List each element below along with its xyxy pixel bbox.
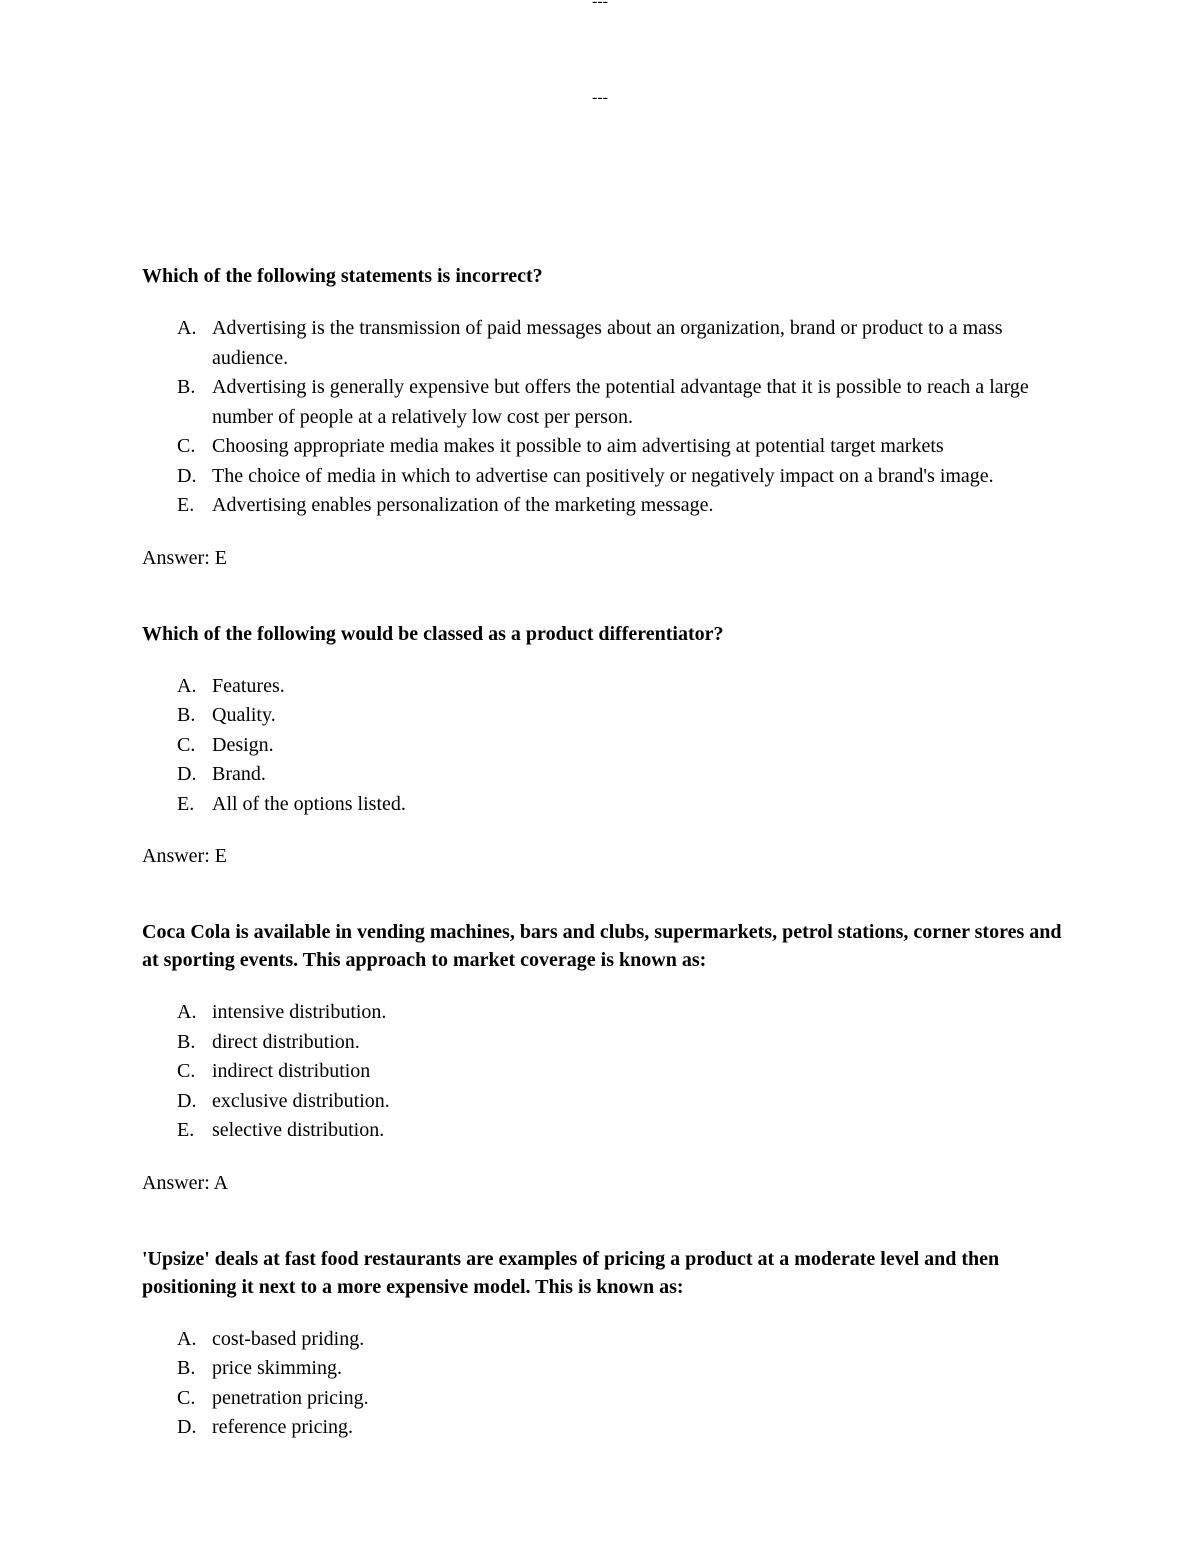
option-text: Advertising enables personalization of the marketing message. (212, 494, 714, 516)
option-item (142, 672, 1062, 702)
answer-text: Answer: E (142, 845, 227, 867)
question-block (142, 262, 1062, 572)
option-text: Quality. (212, 704, 276, 726)
option-letter: C. (177, 1060, 196, 1082)
option-text: Design. (212, 733, 274, 756)
question-text: Which of the following would be classed as a product differentiator? (142, 622, 724, 645)
option-text: All of the options listed. (212, 792, 406, 815)
question-text: Coca Cola is available in vending machines, bars and clubs, supermarkets, petrol stations, corner stores and at sporting events. This approach to market coverage is known as: (142, 921, 1062, 971)
option-letter: C. (177, 435, 196, 457)
option-text: selective distribution. (212, 1119, 385, 1141)
option-letter: C. (177, 1386, 196, 1409)
option-letter: B. (177, 704, 196, 726)
answer-text: Answer: E (142, 546, 227, 569)
option-letter: A. (177, 674, 197, 697)
option-item (142, 1028, 1062, 1058)
option-item (142, 1087, 1062, 1117)
options-list (142, 1325, 1062, 1443)
option-text: indirect distribution (212, 1060, 371, 1082)
option-item (142, 1057, 1062, 1087)
option-letter: D. (177, 464, 197, 487)
option-letter: A. (177, 1327, 197, 1350)
option-text: price skimming. (212, 1357, 342, 1379)
option-letter: E. (177, 494, 195, 516)
option-text: reference pricing. (212, 1416, 354, 1438)
option-item (142, 1384, 1062, 1414)
option-item (142, 701, 1062, 731)
option-letter: B. (177, 1357, 196, 1379)
option-item (142, 432, 1062, 462)
option-item (142, 790, 1062, 820)
answer-text: Answer: A (142, 1171, 229, 1194)
options-list (142, 672, 1062, 820)
option-letter: A. (177, 317, 197, 339)
option-text: direct distribution. (212, 1030, 360, 1053)
question-block (142, 918, 1062, 1197)
option-text: Advertising is generally expensive but offers the potential advantage that it is possible to reach a large number of people at a relatively low cost per person. (212, 376, 1029, 428)
option-letter: C. (177, 733, 196, 756)
question-block (142, 1245, 1062, 1443)
question-block (142, 620, 1062, 871)
header-mark-second: --- (592, 89, 608, 106)
option-letter: B. (177, 376, 196, 398)
option-item (142, 760, 1062, 790)
option-letter: A. (177, 1001, 197, 1023)
option-letter: D. (177, 763, 197, 785)
option-item (142, 462, 1062, 492)
option-text: Choosing appropriate media makes it possible to aim advertising at potential target markets (212, 435, 944, 457)
option-text: Advertising is the transmission of paid messages about an organization, brand or product to a mass audience. (212, 317, 1003, 369)
option-text: penetration pricing. (212, 1386, 369, 1409)
header-mark: --- (592, 0, 608, 10)
option-item (142, 1325, 1062, 1355)
question-list (142, 262, 1062, 1443)
option-text: intensive distribution. (212, 1001, 387, 1023)
option-text: exclusive distribution. (212, 1089, 390, 1112)
option-item (142, 998, 1062, 1028)
option-text: Features. (212, 674, 285, 697)
option-item (142, 1354, 1062, 1384)
option-item (142, 314, 1062, 373)
options-list (142, 998, 1062, 1146)
option-text: cost-based priding. (212, 1327, 365, 1350)
options-list (142, 314, 1062, 521)
option-item (142, 491, 1062, 521)
option-item (142, 731, 1062, 761)
option-letter: B. (177, 1030, 196, 1053)
option-item (142, 1413, 1062, 1443)
option-text: The choice of media in which to advertise can positively or negatively impact on a brand's image. (212, 464, 994, 487)
question-text: 'Upsize' deals at fast food restaurants are examples of pricing a product at a moderate level and then positioning it next to a more expensive model. This is known as: (142, 1247, 1000, 1298)
option-letter: D. (177, 1416, 197, 1438)
option-letter: D. (177, 1089, 197, 1112)
question-text: Which of the following statements is incorrect? (142, 265, 543, 287)
option-letter: E. (177, 792, 195, 815)
option-text: Brand. (212, 763, 266, 785)
option-item (142, 373, 1062, 432)
option-letter: E. (177, 1119, 195, 1141)
option-item (142, 1116, 1062, 1146)
